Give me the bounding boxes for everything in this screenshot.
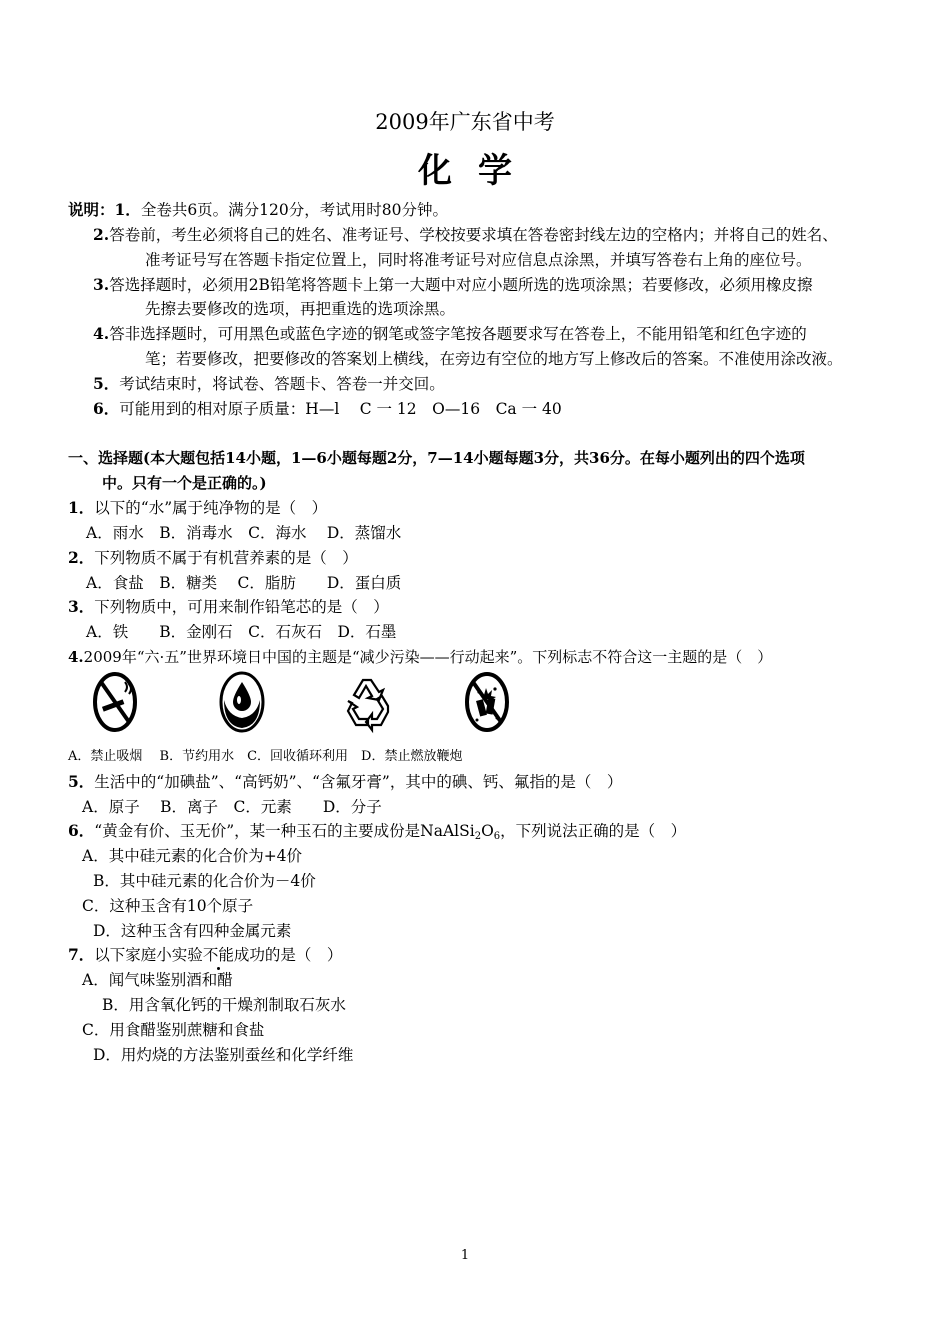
instruction-num: 1． xyxy=(114,200,141,219)
question-stem: 下列物质中，可用来制作铅笔芯的是（ ） xyxy=(94,598,389,616)
question-stem: 生活中的“加碘盐”、“高钙奶”、“含氟牙膏”，其中的碘、钙、氟指的是（ ） xyxy=(94,773,623,791)
question-num: 6． xyxy=(68,821,95,840)
instruction-num: 3. xyxy=(93,275,110,294)
question-num: 7． xyxy=(68,945,95,964)
question-7 xyxy=(68,945,342,965)
question-7-option-d: D．用灼烧的方法鉴别蚕丝和化学纤维 xyxy=(93,1046,354,1064)
question-stem: 以下家庭小实验 xyxy=(94,946,203,964)
question-num: 1． xyxy=(68,498,95,517)
instruction-3 xyxy=(93,275,812,295)
question-num: 4. xyxy=(68,648,84,666)
environment-signs xyxy=(0,670,950,734)
emphasis-text: 不能 xyxy=(202,946,234,964)
question-3-options: A．铁 B．金刚石 C．石灰石 D．石墨 xyxy=(86,623,397,641)
instruction-4 xyxy=(93,324,807,344)
question-stem: 2009年“六·五”世界环境日中国的主题是“减少污染——行动起来”。下列标志不符合这一主题的是（ ） xyxy=(83,648,773,666)
question-6 xyxy=(68,821,686,847)
instruction-text: 答非选择题时，可用黑色或蓝色字迹的钢笔或签字笔按各题要求写在答卷上，不能用铅笔和红色字迹的 xyxy=(109,325,807,343)
no-smoking-icon xyxy=(92,670,138,734)
question-stem: O xyxy=(481,822,494,840)
instruction-6 xyxy=(93,399,562,419)
instruction-text: 全卷共6页。满分120分，考试用时80分钟。 xyxy=(140,201,448,219)
instruction-1 xyxy=(68,200,448,220)
question-5-options: A．原子 B．离子 C．元素 D．分子 xyxy=(82,798,382,816)
no-firecrackers-icon xyxy=(464,670,510,734)
instruction-text: 考试结束时，将试卷、答题卡、答卷一并交回。 xyxy=(119,375,445,393)
instruction-text: 可能用到的相对原子质量：H—l C 一 12 O—16 Ca 一 40 xyxy=(119,400,562,418)
exam-title: 2009年广东省中考 xyxy=(375,110,555,134)
subscript: 6 xyxy=(493,831,501,842)
question-2-options: A．食盐 B．糖类 C．脂肪 D．蛋白质 xyxy=(86,574,402,592)
water-saving-icon xyxy=(219,670,265,734)
instruction-2 xyxy=(93,225,838,245)
question-1 xyxy=(68,498,327,518)
instruction-4-cont: 笔；若要修改，把要修改的答案划上横线，在旁边有空位的地方写上修改后的答案。不准使用涂改液。 xyxy=(145,350,843,368)
subject-title: 化学 xyxy=(418,151,538,191)
instruction-5 xyxy=(93,374,445,394)
question-stem: ，下列说法正确的是（ ） xyxy=(500,822,687,840)
subscript: 2 xyxy=(474,831,482,842)
question-6-option-a: A．其中硅元素的化合价为+4价 xyxy=(82,847,303,865)
question-3 xyxy=(68,597,389,617)
question-4-options: A．禁止吸烟 B．节约用水 C．回收循环利用 D．禁止燃放鞭炮 xyxy=(68,749,463,764)
instruction-text: 答选择题时，必须用2B铅笔将答题卡上第一大题中对应小题所选的选项涂黑；若要修改，必须用橡皮擦 xyxy=(109,276,813,294)
question-6-option-c: C．这种玉含有10个原子 xyxy=(82,897,254,915)
section-heading-cont: 中。只有一个是正确的。) xyxy=(102,474,267,492)
question-6-option-d: D．这种玉含有四种金属元素 xyxy=(93,922,292,940)
instruction-num: 5． xyxy=(93,374,120,393)
instruction-text: 答卷前，考生必须将自己的姓名、准考证号、学校按要求填在答卷密封线左边的空格内；并将自己的姓名、 xyxy=(109,226,838,244)
section-heading: 一、选择题(本大题包括14小题，1—6小题每题2分，7—14小题每题3分，共36分。在每小题列出的四个选项 xyxy=(68,449,805,467)
question-7-option-b: B．用含氧化钙的干燥剂制取石灰水 xyxy=(102,996,346,1014)
question-num: 3． xyxy=(68,597,95,616)
question-stem: 以下的“水”属于纯净物的是（ ） xyxy=(94,499,328,517)
question-stem: “黄金有价、玉无价”，某一种玉石的主要成份是NaAlSi xyxy=(94,822,475,840)
question-1-options: A．雨水 B．消毒水 C．海水 D．蒸馏水 xyxy=(86,524,402,542)
question-num: 2． xyxy=(68,548,95,567)
question-num: 5． xyxy=(68,772,95,791)
question-4 xyxy=(68,647,772,667)
page-number: 1 xyxy=(460,1248,470,1263)
instruction-num: 6． xyxy=(93,399,120,418)
instruction-3-cont: 先擦去要修改的选项，再把重选的选项涂黑。 xyxy=(145,300,456,318)
instruction-num: 4. xyxy=(93,324,110,343)
instruction-2-cont: 准考证号写在答题卡指定位置上，同时将准考证号对应信息点涂黑，并填写答卷右上角的座位号。 xyxy=(145,251,812,269)
recycling-icon xyxy=(346,670,392,734)
question-2 xyxy=(68,548,358,568)
question-6-option-b: B．其中硅元素的化合价为－4价 xyxy=(93,872,316,890)
instructions-label: 说明： xyxy=(68,200,115,219)
question-7-option-c: C．用食醋鉴别蔗糖和食盐 xyxy=(82,1021,265,1039)
question-stem: 下列物质不属于有机营养素的是（ ） xyxy=(94,549,358,567)
question-5 xyxy=(68,772,622,792)
question-7-option-a: A．闻气味鉴别酒和醋 xyxy=(82,971,233,989)
question-stem: 成功的是（ ） xyxy=(233,946,343,964)
instruction-num: 2. xyxy=(93,225,110,244)
